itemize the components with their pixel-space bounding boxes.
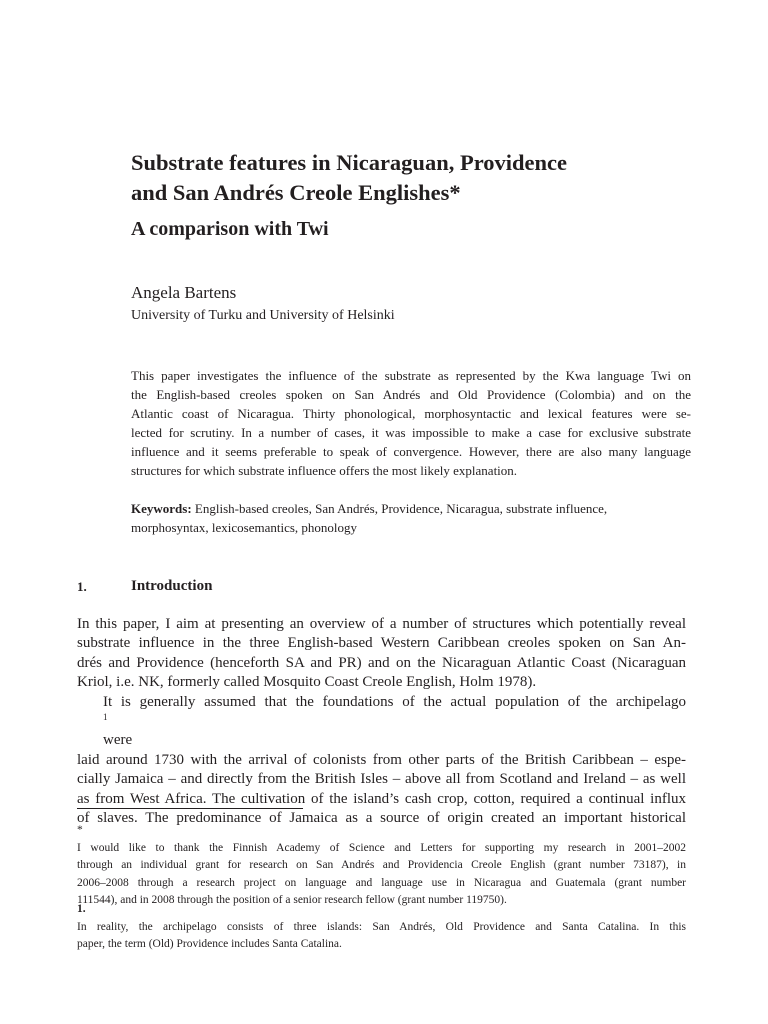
body-text	[77, 615, 686, 828]
keywords	[131, 499, 691, 537]
footnote-line: 111544), and in 2008 through the position of a senior research fellow (grant number 119750).	[77, 894, 507, 906]
body-line: Kriol, i.e. NK, formerly called Mosquito Coast Creole English, Holm 1978).	[77, 674, 537, 691]
body-line: In this paper, I aim at presenting an overview of a number of structures which potentially reveal	[77, 616, 686, 632]
footnote-line: 2006–2008 through a research project on language and language use in Nicaragua and Guatemala (grant number	[77, 876, 686, 889]
abstract-line: lected for scrutiny. In a number of cases, it was impossible to make a case for exclusive substrate	[131, 425, 691, 440]
body-line: of slaves. The predominance of Jamaica as a source of origin created an important historical	[77, 810, 686, 827]
section-number: 1.	[77, 579, 87, 594]
body-text-run: were	[103, 732, 133, 749]
body-line: laid around 1730 with the arrival of colonists from other parts of the British Caribbean – espe-	[77, 751, 686, 768]
footnote-text: In reality, the archipelago consists of three islands: San Andrés, Old Providence and Santa Catalina. In this	[77, 920, 686, 933]
footnote-line: paper, the term (Old) Providence includes Santa Catalina.	[77, 938, 342, 950]
keywords-line-1	[131, 499, 691, 518]
author-name: Angela Bartens	[131, 283, 237, 302]
abstract-line: structures for which substrate influence offers the most likely explanation.	[131, 463, 518, 478]
footnote-text: I would like to thank the Finnish Academy of Science and Letters for supporting my research in 2001–2002	[77, 841, 686, 854]
abstract	[131, 366, 691, 480]
paper-title	[131, 148, 651, 208]
body-line	[77, 693, 686, 751]
title-line-2: and San Andrés Creole Englishes*	[131, 180, 461, 205]
abstract-line: the English-based creoles spoken on San Andrés and Old Providence (Colombia) and on the	[131, 387, 691, 402]
footnote-star	[77, 822, 686, 910]
body-line: cially Jamaica – and directly from the British Isles – above all from Scotland and Ireland – as well	[77, 771, 686, 788]
author-affiliation: University of Turku and University of Helsinki	[131, 308, 395, 323]
footnote-divider	[77, 808, 303, 809]
footnote-1	[77, 901, 686, 954]
footnote-ref-1[interactable]: 1	[103, 712, 108, 723]
keywords-list-2: morphosyntax, lexicosemantics, phonology	[131, 520, 358, 535]
footnote-marker: 1.	[77, 903, 86, 915]
keywords-label: Keywords:	[131, 501, 192, 516]
title-line-1: Substrate features in Nicaraguan, Providence	[131, 150, 568, 175]
footnote-marker: *	[77, 824, 83, 836]
abstract-line: influence and it seems preferable to speak of convergence. However, there are also many language	[131, 444, 691, 459]
abstract-line: Atlantic coast of Nicaragua. Thirty phonological, morphosyntactic and lexical features were se-	[131, 406, 691, 421]
section-heading: Introduction	[131, 578, 213, 594]
footnote-line	[77, 822, 686, 857]
abstract-line: This paper investigates the influence of the substrate as represented by the Kwa language Twi on	[131, 368, 691, 383]
body-line: substrate influence in the three English-based Western Caribbean creoles spoken on San An-	[77, 635, 686, 652]
body-line: drés and Providence (henceforth SA and PR) and on the Nicaraguan Atlantic Coast (Nicaraguan	[77, 654, 686, 671]
paper-subtitle: A comparison with Twi	[131, 218, 329, 240]
footnote-line	[77, 901, 686, 936]
keywords-list-1: English-based creoles, San Andrés, Providence, Nicaragua, substrate influence,	[194, 501, 608, 516]
body-line: as from West Africa. The cultivation of the island’s cash crop, cotton, required a continual influx	[77, 790, 686, 807]
footnote-line: through an individual grant for research on San Andrés and Providencia Creole English (grant number 73187), in	[77, 859, 686, 871]
body-text-run: It is generally assumed that the foundations of the actual population of the archipelago	[103, 693, 686, 710]
